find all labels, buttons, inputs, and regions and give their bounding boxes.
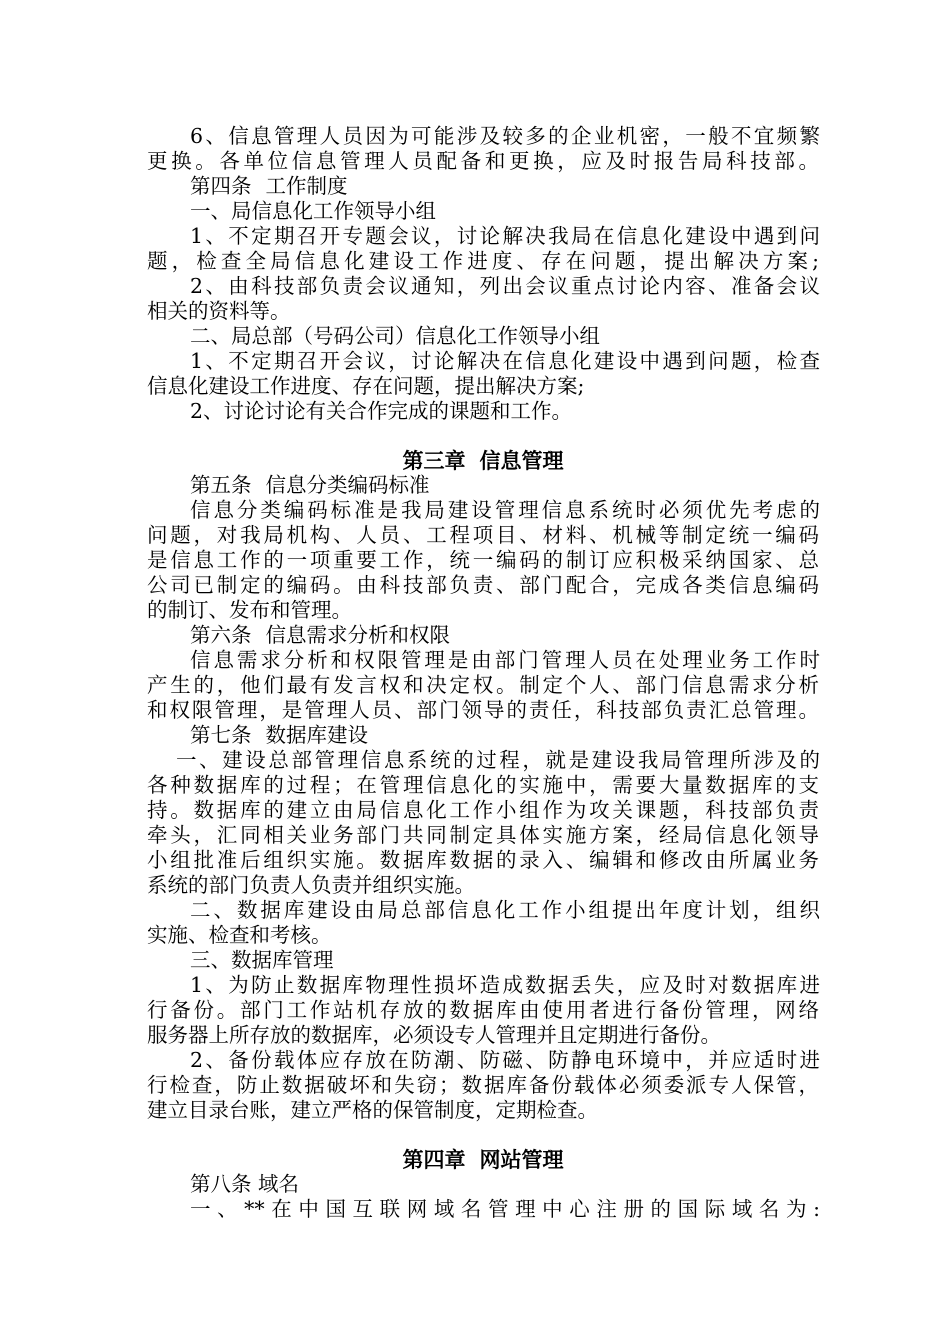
- article-heading: [190, 723, 820, 748]
- paragraph-line: 服务器上所存放的数据库，必须设专人管理并且定期进行备份。: [147, 1023, 721, 1047]
- paragraph-line: 题，检查全局信息化建设工作进度、存在问题，提出解决方案;: [147, 249, 819, 273]
- section-heading: 三、数据库管理: [190, 948, 334, 972]
- paragraph-line: 行备份。部门工作站机存放的数据库由使用者进行备份管理，网络: [147, 998, 819, 1022]
- article-number: 第七条: [190, 723, 252, 747]
- article-title: 数据库建设: [265, 723, 368, 747]
- article-number: 第五条: [190, 473, 252, 497]
- paragraph-line: 2、由科技部负责会议通知，列出会议重点讨论内容、准备会议: [190, 274, 820, 298]
- article-title: 信息分类编码标准: [265, 473, 430, 497]
- paragraph-line: 公司已制定的编码。由科技部负责、部门配合，完成各类信息编码: [147, 573, 819, 597]
- paragraph-line: 信息需求分析和权限管理是由部门管理人员在处理业务工作时: [190, 648, 820, 672]
- paragraph-line: 1、不定期召开专题会议，讨论解决我局在信息化建设中遇到问: [190, 224, 820, 248]
- chapter-number: 第三章: [402, 448, 466, 473]
- paragraph-line: 行检查，防止数据破坏和失窃；数据库备份载体必须委派专人保管，: [147, 1073, 819, 1097]
- article-heading: 第八条 域名: [190, 1172, 300, 1196]
- paragraph-line: 一、**在中国互联网域名管理中心注册的国际域名为:: [190, 1197, 820, 1221]
- paragraph-line: 的制订、发布和管理。: [147, 598, 352, 622]
- paragraph-line: 更换。各单位信息管理人员配备和更换，应及时报告局科技部。: [147, 149, 819, 173]
- paragraph-line: 问题，对我局机构、人员、工程项目、材料、机械等制定统一编码: [147, 523, 819, 547]
- chapter-heading: [147, 1147, 819, 1172]
- article-heading: [190, 174, 820, 199]
- chapter-title: 网站管理: [479, 1147, 564, 1172]
- paragraph-line: 建立目录台账，建立严格的保管制度，定期检查。: [147, 1098, 598, 1122]
- paragraph-line: 1、为防止数据库物理性损坏造成数据丢失，应及时对数据库进: [190, 973, 820, 997]
- paragraph-line: 实施、检查和考核。: [147, 923, 332, 947]
- paragraph-line: 各种数据库的过程；在管理信息化的实施中，需要大量数据库的支: [147, 773, 819, 797]
- chapter-number: 第四章: [402, 1147, 466, 1172]
- paragraph-line: 2、讨论讨论有关合作完成的课题和工作。: [190, 399, 573, 423]
- article-title: 信息需求分析和权限: [265, 623, 450, 647]
- paragraph-line: 是信息工作的一项重要工作，统一编码的制订应积极采纳国家、总: [147, 548, 819, 572]
- paragraph-line: 小组批准后组织实施。数据库数据的录入、编辑和修改由所属业务: [147, 848, 819, 872]
- paragraph-line: 和权限管理，是管理人员、部门领导的责任，科技部负责汇总管理。: [147, 698, 819, 722]
- article-number: 第四条: [190, 174, 252, 198]
- paragraph-line: 1、不定期召开会议，讨论解决在信息化建设中遇到问题，检查: [190, 349, 820, 373]
- article-title: 工作制度: [265, 174, 348, 198]
- paragraph-line: 二、数据库建设由局总部信息化工作小组提出年度计划，组织: [190, 898, 820, 922]
- article-heading: [190, 473, 820, 498]
- article-number: 第六条: [190, 623, 252, 647]
- paragraph-line: 系统的部门负责人负责并组织实施。: [147, 873, 475, 897]
- paragraph-line: 信息化建设工作进度、存在问题，提出解决方案;: [147, 374, 585, 398]
- paragraph-line: 产生的，他们最有发言权和决定权。制定个人、部门信息需求分析: [147, 673, 819, 697]
- paragraph-line: 6、信息管理人员因为可能涉及较多的企业机密，一般不宜频繁: [190, 124, 820, 148]
- chapter-heading: [147, 448, 819, 473]
- paragraph-line: 2、备份载体应存放在防潮、防磁、防静电环境中，并应适时进: [190, 1048, 820, 1072]
- section-heading: 二、局总部（号码公司）信息化工作领导小组: [190, 324, 600, 348]
- paragraph-line: 信息分类编码标准是我局建设管理信息系统时必须优先考虑的: [190, 498, 820, 522]
- article-heading: [190, 623, 820, 648]
- paragraph-line: 持。数据库的建立由局信息化工作小组作为攻关课题，科技部负责: [147, 798, 819, 822]
- section-heading: 一、局信息化工作领导小组: [190, 199, 436, 223]
- paragraph-line: 相关的资料等。: [147, 299, 291, 323]
- paragraph-line: 一、建设总部管理信息系统的过程，就是建设我局管理所涉及的: [176, 748, 820, 772]
- chapter-title: 信息管理: [479, 448, 564, 473]
- paragraph-line: 牵头，汇同相关业务部门共同制定具体实施方案，经局信息化领导: [147, 823, 819, 847]
